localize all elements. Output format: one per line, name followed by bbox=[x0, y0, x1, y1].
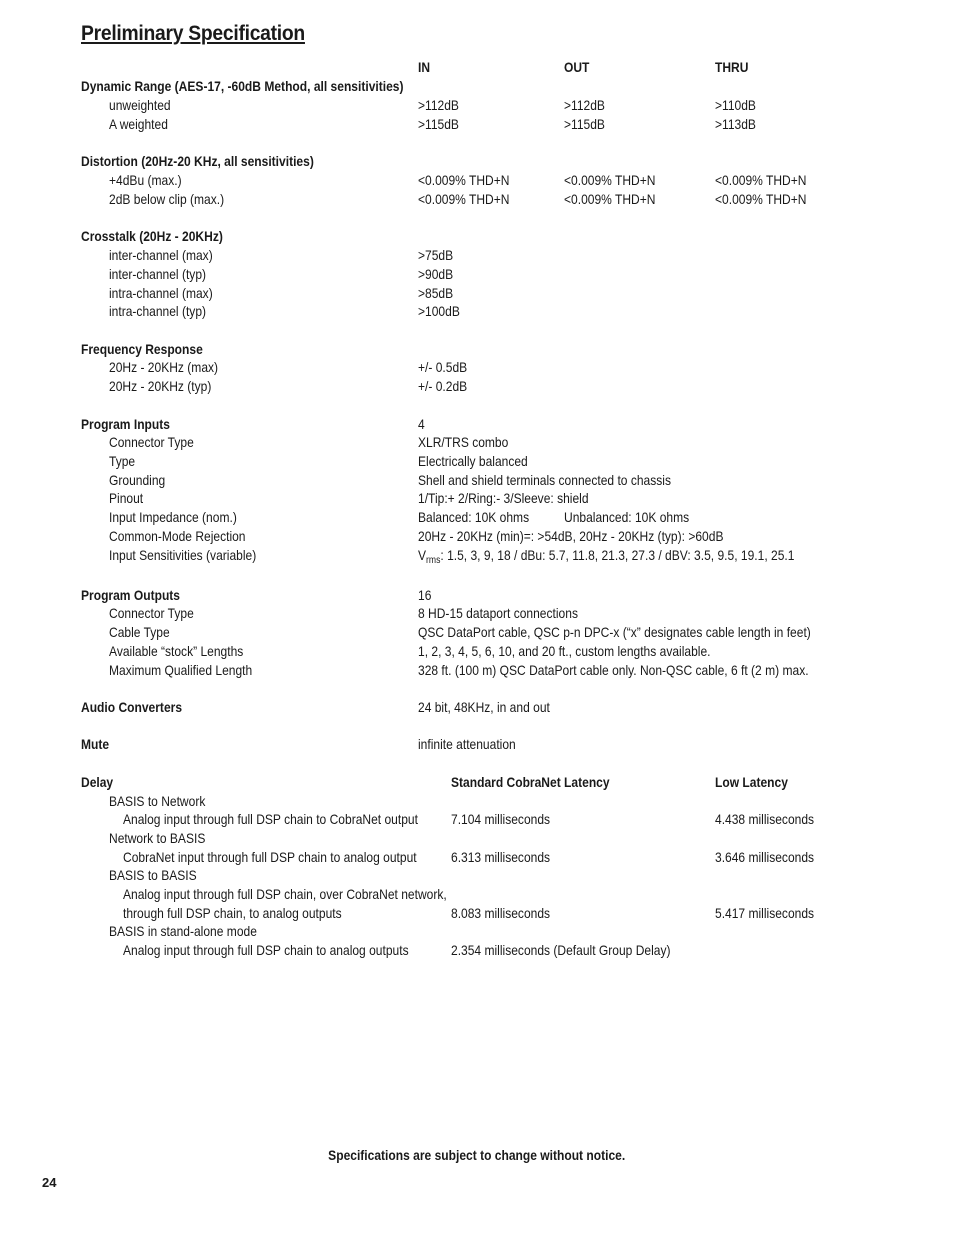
delay-standard-header: Standard CobraNet Latency bbox=[451, 774, 610, 790]
value-in: <0.009% THD+N bbox=[418, 191, 510, 207]
row-value: >85dB bbox=[418, 285, 454, 301]
delay-standard-value: 2.354 milliseconds (Default Group Delay) bbox=[451, 942, 671, 958]
row-label: unweighted bbox=[109, 97, 171, 113]
delay-group-label: BASIS to BASIS bbox=[109, 867, 197, 883]
row-value: +/- 0.2dB bbox=[418, 378, 468, 394]
header-in: IN bbox=[418, 59, 431, 75]
value-out: >112dB bbox=[564, 97, 605, 113]
delay-path-description: through full DSP chain, to analog outputs bbox=[123, 905, 342, 921]
mute-value: infinite attenuation bbox=[418, 736, 516, 752]
value-in: >115dB bbox=[418, 116, 459, 132]
row-value: 20Hz - 20KHz (min)=: >54dB, 20Hz - 20KHz (typ): >60dB bbox=[418, 528, 724, 544]
header-out: OUT bbox=[564, 59, 590, 75]
value-in: >112dB bbox=[418, 97, 459, 113]
row-label: 20Hz - 20KHz (max) bbox=[109, 359, 219, 375]
row-label: inter-channel (max) bbox=[109, 247, 213, 263]
row-label: Type bbox=[109, 453, 136, 469]
row-value: >75dB bbox=[418, 247, 454, 263]
program-outputs-count: 16 bbox=[418, 587, 432, 603]
delay-path-description: Analog input through full DSP chain to CobraNet output bbox=[123, 811, 418, 827]
row-value: 8 HD-15 dataport connections bbox=[418, 605, 578, 621]
delay-standard-value: 8.083 milliseconds bbox=[451, 905, 551, 921]
row-label: intra-channel (typ) bbox=[109, 303, 207, 319]
crosstalk-heading: Crosstalk (20Hz - 20KHz) bbox=[81, 228, 223, 244]
value-out: <0.009% THD+N bbox=[564, 172, 656, 188]
delay-standard-value: 7.104 milliseconds bbox=[451, 811, 551, 827]
row-value-secondary: Unbalanced: 10K ohms bbox=[564, 509, 690, 525]
row-label: Input Sensitivities (variable) bbox=[109, 547, 257, 563]
distortion-heading: Distortion (20Hz-20 KHz, all sensitivities) bbox=[81, 153, 314, 169]
value-out: <0.009% THD+N bbox=[564, 191, 656, 207]
sensitivity-values: : 1.5, 3, 9, 18 / dBu: 5.7, 11.8, 21.3, 27.3 / dBV: 3.5, 9.5, 19.1, 25.1 bbox=[440, 547, 795, 563]
page-title: Preliminary Specification bbox=[81, 22, 305, 45]
program-outputs-heading: Program Outputs bbox=[81, 587, 181, 603]
footer-disclaimer-text: Specifications are subject to change without notice. bbox=[328, 1147, 626, 1163]
page-number: 24 bbox=[42, 1175, 57, 1190]
row-value: Balanced: 10K ohms bbox=[418, 509, 530, 525]
row-label: Connector Type bbox=[109, 605, 194, 621]
delay-group-label: BASIS to Network bbox=[109, 793, 206, 809]
delay-low-value: 4.438 milliseconds bbox=[715, 811, 815, 827]
dynamic-range-heading: Dynamic Range (AES-17, -60dB Method, all sensitivities) bbox=[81, 78, 404, 94]
mute-heading: Mute bbox=[81, 736, 110, 752]
delay-low-value: 3.646 milliseconds bbox=[715, 849, 815, 865]
row-label: Connector Type bbox=[109, 434, 194, 450]
row-label: Common-Mode Rejection bbox=[109, 528, 246, 544]
value-thru: <0.009% THD+N bbox=[715, 191, 807, 207]
row-value: >100dB bbox=[418, 303, 460, 319]
row-value: XLR/TRS combo bbox=[418, 434, 509, 450]
footer-disclaimer bbox=[0, 1147, 954, 1163]
row-label: intra-channel (max) bbox=[109, 285, 213, 301]
header-thru: THRU bbox=[715, 59, 749, 75]
row-value: Shell and shield terminals connected to chassis bbox=[418, 472, 671, 488]
value-thru: >113dB bbox=[715, 116, 756, 132]
delay-path-description: CobraNet input through full DSP chain to analog output bbox=[123, 849, 417, 865]
vrms-symbol: V bbox=[418, 547, 427, 563]
row-label: 2dB below clip (max.) bbox=[109, 191, 225, 207]
row-value: 1, 2, 3, 4, 5, 6, 10, and 20 ft., custom lengths available. bbox=[418, 643, 711, 659]
value-thru: >110dB bbox=[715, 97, 756, 113]
value-thru: <0.009% THD+N bbox=[715, 172, 807, 188]
value-in: <0.009% THD+N bbox=[418, 172, 510, 188]
delay-low-value: 5.417 milliseconds bbox=[715, 905, 815, 921]
delay-group-label: Network to BASIS bbox=[109, 830, 206, 846]
vrms-subscript: rms bbox=[426, 555, 441, 566]
delay-path-description: Analog input through full DSP chain to analog outputs bbox=[123, 942, 409, 958]
row-label: 20Hz - 20KHz (typ) bbox=[109, 378, 212, 394]
row-label: A weighted bbox=[109, 116, 168, 132]
program-inputs-heading: Program Inputs bbox=[81, 416, 170, 432]
row-label: Cable Type bbox=[109, 624, 170, 640]
delay-heading: Delay bbox=[81, 774, 114, 790]
audio-converters-heading: Audio Converters bbox=[81, 699, 183, 715]
row-value: +/- 0.5dB bbox=[418, 359, 468, 375]
row-label: Maximum Qualified Length bbox=[109, 662, 253, 678]
frequency-response-heading: Frequency Response bbox=[81, 341, 203, 357]
audio-converters-value: 24 bit, 48KHz, in and out bbox=[418, 699, 550, 715]
delay-group-label: BASIS in stand-alone mode bbox=[109, 923, 257, 939]
program-inputs-count: 4 bbox=[418, 416, 425, 432]
row-label: Input Impedance (nom.) bbox=[109, 509, 237, 525]
value-out: >115dB bbox=[564, 116, 605, 132]
row-label: +4dBu (max.) bbox=[109, 172, 182, 188]
row-value: 1/Tip:+ 2/Ring:- 3/Sleeve: shield bbox=[418, 490, 589, 506]
row-value: Electrically balanced bbox=[418, 453, 528, 469]
row-value: 328 ft. (100 m) QSC DataPort cable only. Non-QSC cable, 6 ft (2 m) max. bbox=[418, 662, 809, 678]
delay-low-header: Low Latency bbox=[715, 774, 788, 790]
delay-path-description: Analog input through full DSP chain, over CobraNet network, bbox=[123, 886, 447, 902]
row-label: Pinout bbox=[109, 490, 144, 506]
row-value bbox=[418, 546, 794, 565]
row-value: >90dB bbox=[418, 266, 454, 282]
row-label: inter-channel (typ) bbox=[109, 266, 207, 282]
delay-standard-value: 6.313 milliseconds bbox=[451, 849, 551, 865]
row-label: Available “stock” Lengths bbox=[109, 643, 244, 659]
row-value: QSC DataPort cable, QSC p-n DPC-x (“x” designates cable length in feet) bbox=[418, 624, 811, 640]
row-label: Grounding bbox=[109, 472, 166, 488]
